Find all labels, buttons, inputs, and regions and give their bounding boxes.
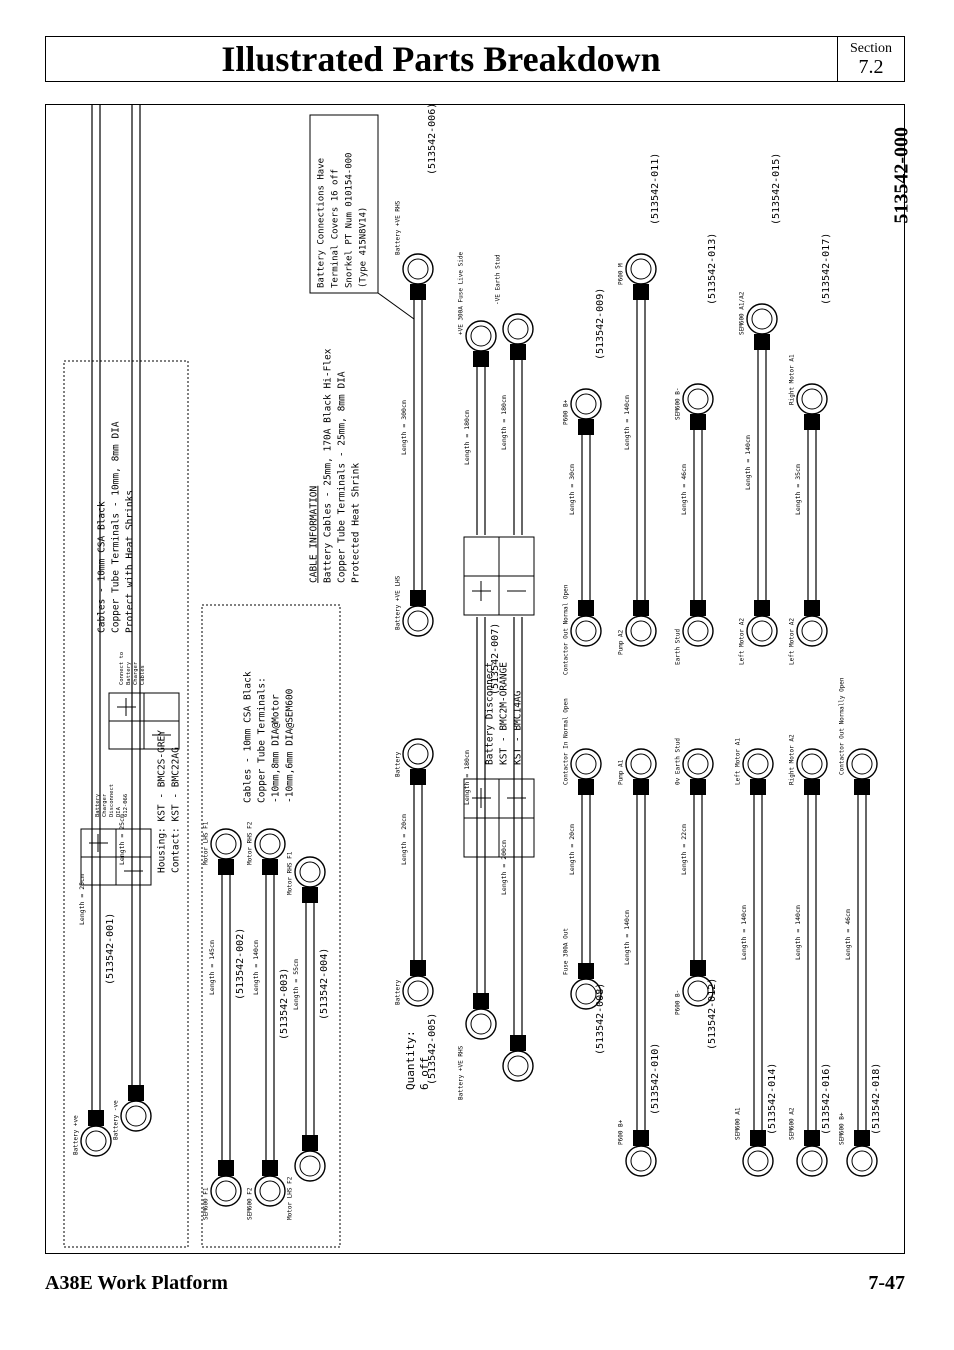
terminal-crimp <box>262 1160 278 1176</box>
cable-3 <box>203 821 247 1220</box>
cable-length: Length = 200cm <box>500 840 508 895</box>
cable-info-2: Copper Tube Terminals - 25mm, 8mm DIA <box>336 371 348 583</box>
cable-end-b-label: Right Motor A1 <box>788 354 796 405</box>
cable-end-a-label: SEM600 F2 <box>246 1187 254 1220</box>
cable-end-b-label: Left Motor A1 <box>734 738 742 785</box>
cable-length: Length = 140cm <box>623 910 631 965</box>
cable-20 <box>739 153 783 665</box>
motor-note-3: -10mm,8mm DIA@Motor <box>270 694 282 803</box>
cable-end-a-label: Contactor Out Normal Open <box>562 584 570 675</box>
cable-length: Length = 30cm <box>568 464 576 515</box>
motor-note-1: Cables - 10mm CSA Black <box>242 671 254 803</box>
cable-end-a-label: +VE 300A Fuse Live Side <box>457 251 465 335</box>
terminal-crimp <box>690 600 706 616</box>
cable-22 <box>789 233 833 665</box>
quantity-value: 6 off <box>418 1056 431 1090</box>
cable-end-b-label: Pump A1 <box>617 759 625 785</box>
motor-note-2: Copper Tube Terminals: <box>256 677 268 803</box>
cables-layer <box>73 103 883 1220</box>
cable-end-a-label: Battery +ve <box>72 1115 80 1155</box>
cable-part-number: (513542-013) <box>707 232 718 305</box>
cable-end-b-label: Contactor In Normal Open <box>562 698 570 785</box>
cable-part-number: (513542-007) <box>490 622 501 695</box>
cable-end-b-label: SEM600 A1/A2 <box>738 291 746 335</box>
cable-9 <box>458 617 502 1100</box>
cable-end-a-label: SEM600 B+ <box>838 1112 846 1145</box>
cable-18 <box>675 233 719 665</box>
cable-end-b-label: P600 B+ <box>562 399 570 425</box>
housing-note-2: Contact: KST - BMC22AG <box>170 747 182 873</box>
cable-length: Length = 140cm <box>794 905 802 960</box>
cable-end-b-label: Motor RHS F1 <box>286 851 294 895</box>
terminal-crimp <box>804 600 820 616</box>
cable-end-a-label: P600 B+ <box>617 1119 625 1145</box>
cable-length: Length = 145cm <box>208 940 216 995</box>
cable-part-number: (513542-003) <box>279 967 290 1040</box>
section-label: Section <box>850 41 892 56</box>
cable-end-a-label: Pump A2 <box>617 629 625 655</box>
cable-end-a-label: Battery +VE LHS <box>394 575 402 630</box>
cable-end-b-label: Battery <box>394 751 402 777</box>
terminal-crimp <box>578 419 594 435</box>
cable-end-a-label: Fuse 300A Out <box>562 928 570 975</box>
terminal-crimp <box>750 779 766 795</box>
motor-note-4: -10mm,6mm DIA@SEM600 <box>284 688 296 803</box>
cable-info-title: CABLE INFORMATION <box>308 485 320 583</box>
cable-length: Length = 180cm <box>463 410 471 465</box>
cable-end-b-label: Motor LHS F1 <box>202 821 210 865</box>
terminal-crimp <box>804 779 820 795</box>
terminal-crimp <box>754 334 770 350</box>
terminal-crimp <box>218 859 234 875</box>
cable-23 <box>839 677 883 1176</box>
cable-length: Length = 46cm <box>844 909 852 960</box>
cable-11 <box>458 252 497 535</box>
cable-end-a-label: Motor LHS F2 <box>286 1176 294 1220</box>
bcd-label-1: Battery <box>95 793 102 817</box>
cable-part-number: (513542-015) <box>771 152 782 225</box>
terminal-crimp <box>804 414 820 430</box>
ctc-label-3: Charger <box>133 661 140 685</box>
cable-end-a-label: P600 B- <box>674 989 682 1015</box>
cable-end-a-label: Battery -ve <box>112 1100 120 1140</box>
cable-length: Length = 20cm <box>400 814 408 865</box>
terminal-crimp <box>754 600 770 616</box>
cable-part-number: (513542-009) <box>595 287 606 360</box>
cable-part-number: (513542-001) <box>105 912 116 985</box>
cable-part-number: (513542-012) <box>707 977 718 1050</box>
bcd-label-3: Disconnect <box>109 783 116 817</box>
cable-14 <box>563 288 607 675</box>
cable-end-b-label: Contactor Out Normally Open <box>838 677 846 775</box>
cable-part-number: (513542-016) <box>821 1062 832 1135</box>
cable-15 <box>618 749 662 1176</box>
cable-end-a-label: Earth Stud <box>674 628 682 665</box>
cable-length: Length = 35cm <box>794 464 802 515</box>
cable-part-number: (513542-010) <box>650 1042 661 1115</box>
terminal-crimp <box>473 351 489 367</box>
wiring-drawing <box>45 102 913 1254</box>
cable-length: Length = 180cm <box>463 750 471 805</box>
cable-end-a-label: Battery <box>394 979 402 1005</box>
drawing-number: 513542-000 <box>890 127 913 224</box>
disconnect-connector <box>464 537 534 615</box>
cable-16 <box>618 153 662 655</box>
cable-length: Length = 300cm <box>400 400 408 455</box>
cable-end-a-label: Left Motor A2 <box>788 618 796 665</box>
housing-note-1: Housing: KST - BMC2S-GREY <box>156 730 168 873</box>
cable-6 <box>287 851 331 1220</box>
cable-part-number: (513542-014) <box>767 1062 778 1135</box>
terminal-crimp <box>510 344 526 360</box>
cable-5 <box>279 968 290 1040</box>
cable-length: Length = 140cm <box>252 940 260 995</box>
cable-end-b-label: Battery +VE RHS <box>394 200 402 255</box>
terminal-crimp <box>690 414 706 430</box>
cable-length: Length = 22cm <box>680 824 688 875</box>
terminal-crimp <box>578 779 594 795</box>
ctc-label-2: Battery <box>126 661 133 685</box>
terminal-crimp <box>510 1035 526 1051</box>
cable-length: Length = 180cm <box>500 395 508 450</box>
cable-end-a-label: -VE Earth Stud <box>494 254 502 305</box>
note-terminal-3: Snorkel PT Num 010154-000 <box>344 152 355 288</box>
footer-model: A38E Work Platform <box>45 1272 228 1294</box>
terminal-crimp <box>633 779 649 795</box>
cable-length: Length = 140cm <box>623 395 631 450</box>
terminal-crimp <box>854 1130 870 1146</box>
cable-part-number: (513542-018) <box>871 1062 882 1135</box>
ctc-label-1: Connect to <box>119 651 126 685</box>
page-header <box>45 36 905 82</box>
terminal-crimp <box>262 859 278 875</box>
bcd-label-2: Charger <box>102 793 109 817</box>
cable-8 <box>395 103 439 636</box>
terminal-crimp <box>410 590 426 606</box>
cable-end-a-label: Left Motor A2 <box>738 618 746 665</box>
page-title: Illustrated Parts Breakdown <box>221 39 661 79</box>
terminal-crimp <box>302 1135 318 1151</box>
terminal-crimp <box>690 960 706 976</box>
cable-part-number: (513542-005) <box>427 1012 438 1085</box>
cable-end-a-label: SEM600 F1 <box>202 1187 210 1220</box>
terminal-crimp <box>128 1085 144 1101</box>
cable-length: Length = 25cm <box>78 874 86 925</box>
terminal-crimp <box>578 600 594 616</box>
cable-part-number: (513542-008) <box>595 982 606 1055</box>
section-box <box>837 36 905 82</box>
cable-end-a-label: SEM600 A1 <box>734 1107 742 1140</box>
cable-part-number: (513542-017) <box>821 232 832 305</box>
cable-end-b-label: P600 M <box>617 263 625 285</box>
terminal-crimp <box>473 993 489 1009</box>
terminal-crimp <box>633 284 649 300</box>
cable-length: Length = 20cm <box>568 824 576 875</box>
cable-end-b-label: 0v Earth Stud <box>674 738 682 785</box>
cable-21 <box>789 734 833 1176</box>
cable-part-number: (513542-011) <box>650 152 661 225</box>
cable-17 <box>675 738 719 1050</box>
cable-length: Length = 140cm <box>744 435 752 490</box>
section-number: 7.2 <box>858 56 884 78</box>
note-terminal-1: Battery Connections Have <box>316 157 327 288</box>
cable-13 <box>563 698 607 1055</box>
note-terminal-2: Terminal Covers 16 off <box>330 168 341 288</box>
terminal-crimp <box>633 1130 649 1146</box>
note-leader-line <box>378 293 414 319</box>
bcd-label-4: DIA <box>116 807 123 817</box>
terminal-crimp <box>690 779 706 795</box>
drawing-canvas <box>46 102 913 1255</box>
charger-note-3: Protect with Heat Shrinks <box>124 490 136 633</box>
terminal-crimp <box>804 1130 820 1146</box>
disconnect-mating-connector <box>464 779 534 857</box>
terminal-crimp <box>410 769 426 785</box>
charger-note-1: Cables - 10mm CSA Black <box>96 501 108 633</box>
disconnect-note-3: KST - BMC14AG <box>512 690 524 765</box>
terminal-crimp <box>633 600 649 616</box>
bcd-label-5: 612-066 <box>123 793 130 817</box>
cable-part-number: (513542-006) <box>427 102 438 175</box>
ctc-label-4: Cables <box>140 665 147 685</box>
charger-note-2: Copper Tube Terminals - 10mm, 8mm DIA <box>110 421 122 633</box>
charger-mating-connector <box>109 693 179 749</box>
quantity-label: Quantity: <box>404 1030 417 1090</box>
cable-length: Length = 25cm <box>118 814 126 865</box>
disconnect-note-2: KST - BMC2M-ORANGE <box>498 662 510 765</box>
footer-page-number: 7-47 <box>868 1272 905 1294</box>
cable-19 <box>735 738 779 1176</box>
terminal-crimp <box>302 887 318 903</box>
cable-end-a-label: Battery +VE RHS <box>457 1045 465 1100</box>
cable-end-a-label: SEM600 A2 <box>788 1107 796 1140</box>
terminal-crimp <box>578 963 594 979</box>
terminal-crimp <box>88 1110 104 1126</box>
cable-end-b-label: Motor RHS F2 <box>246 821 254 865</box>
cable-length: Length = 46cm <box>680 464 688 515</box>
terminal-crimp <box>854 779 870 795</box>
cable-end-b-label: Right Motor A2 <box>788 734 796 785</box>
cable-12 <box>495 254 534 535</box>
cable-length: Length = 140cm <box>740 905 748 960</box>
cable-info-1: Battery Cables - 25mm, 170A Black Hi-Flex <box>322 348 334 583</box>
note-terminal-4: (Type 415N8V14) <box>358 206 369 288</box>
cable-part-number: (513542-004) <box>319 947 330 1020</box>
terminal-crimp <box>750 1130 766 1146</box>
terminal-crimp <box>218 1160 234 1176</box>
cable-length: Length = 55cm <box>292 959 300 1010</box>
cable-part-number: (513542-002) <box>235 927 246 1000</box>
disconnect-note-1: Battery Disconnect <box>484 662 496 765</box>
cable-info-3: Protected Heat Shrink <box>350 462 362 583</box>
cable-end-b-label: SEM600 B- <box>674 387 682 420</box>
terminal-crimp <box>410 284 426 300</box>
terminal-crimp <box>410 960 426 976</box>
